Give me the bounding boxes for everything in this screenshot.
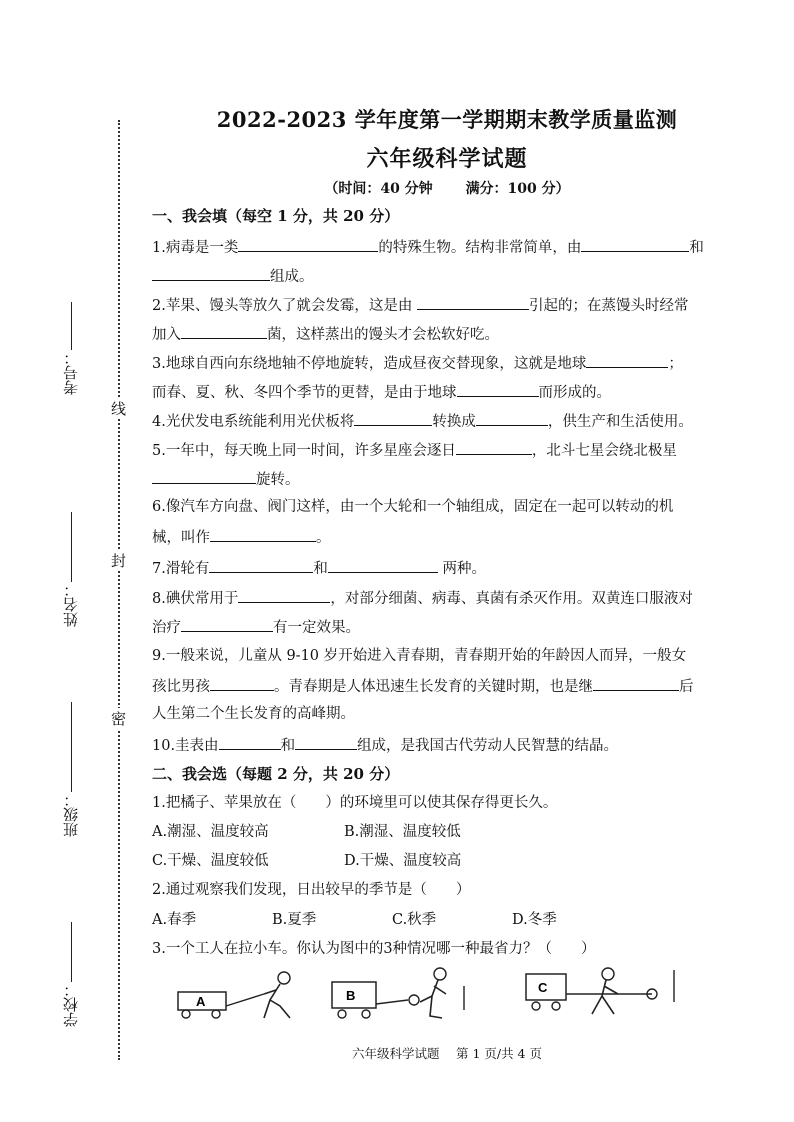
q-text: 菌，这样蒸出的馒头才会松软好吃。 xyxy=(267,327,499,343)
q-text: 后 xyxy=(679,679,694,695)
exam-title: 2022-2023 学年度第一学期期末教学质量监测 xyxy=(216,107,678,132)
name-label: 姓名： xyxy=(62,582,80,627)
q-text: 10.圭表由 xyxy=(152,738,219,754)
exam-number-label: 考号： xyxy=(62,350,80,395)
q-text: 1.病毒是一类 xyxy=(152,240,239,256)
question-1-5 xyxy=(152,439,677,461)
school-line xyxy=(71,922,72,982)
class-label: 班级： xyxy=(62,792,80,837)
figure-c-label: C xyxy=(538,980,548,995)
answer-blank[interactable] xyxy=(181,323,267,339)
cart-figures-svg xyxy=(152,966,682,1026)
question-2-2: 2.通过观察我们发现，日出较早的季节是（ ） xyxy=(152,882,471,898)
answer-blank[interactable] xyxy=(586,352,668,368)
q-text: 旋转。 xyxy=(256,472,300,488)
figure-a-label: A xyxy=(196,994,206,1009)
q-text: 人生第二个生长发育的高峰期。 xyxy=(152,706,355,722)
answer-blank[interactable] xyxy=(476,410,548,426)
seal-char-feng: 封 xyxy=(108,550,129,571)
answer-blank[interactable] xyxy=(238,236,378,252)
option-a[interactable]: A.潮湿、温度较高 xyxy=(152,824,269,840)
answer-blank[interactable] xyxy=(417,294,529,310)
answer-blank[interactable] xyxy=(210,526,316,542)
answer-blank[interactable] xyxy=(219,734,281,750)
q-text: 3.地球自西向东绕地轴不停地旋转，造成昼夜交替现象，这就是地球 xyxy=(152,356,587,372)
q-text: 械，叫作 xyxy=(152,530,210,546)
question-2-1: 1.把橘子、苹果放在（ ）的环境里可以使其保存得更长久。 xyxy=(152,795,558,811)
option-c[interactable]: C.干燥、温度较低 xyxy=(152,853,269,869)
name-line xyxy=(71,512,72,582)
seal-char-xian: 线 xyxy=(108,398,129,419)
q-text: 和 xyxy=(313,561,328,577)
answer-blank[interactable] xyxy=(209,557,313,573)
q-text: ，北斗七星会绕北极星 xyxy=(531,443,677,459)
question-1-9-cont xyxy=(152,675,694,697)
question-1-7 xyxy=(152,557,486,579)
figure-a xyxy=(178,972,290,1018)
answer-blank[interactable] xyxy=(354,410,432,426)
q-text: 和 xyxy=(689,240,704,256)
question-1-9 xyxy=(152,646,686,666)
binding-sidebar xyxy=(0,0,130,1122)
cart-figures xyxy=(152,966,682,1026)
exam-time: （时间：40 分钟 xyxy=(324,181,433,197)
class-line xyxy=(71,702,72,792)
question-1-4 xyxy=(152,410,693,432)
q-text: 两种。 xyxy=(437,561,486,577)
q-text: 8.碘伏常用于 xyxy=(152,591,239,607)
q-text: 有一定效果。 xyxy=(273,620,360,636)
question-1-3-cont xyxy=(152,381,611,403)
answer-blank[interactable] xyxy=(210,675,274,691)
question-2-1-options-row2 xyxy=(152,851,461,871)
question-1-1 xyxy=(152,236,704,258)
figure-c xyxy=(526,968,674,1014)
q-text: 组成，是我国古代劳动人民智慧的结晶。 xyxy=(357,738,619,754)
section2-heading: 二、我会选（每题 2 分，共 20 分） xyxy=(152,765,400,783)
q-text: 。 xyxy=(316,530,331,546)
question-1-5-cont xyxy=(152,468,300,490)
answer-blank[interactable] xyxy=(581,236,689,252)
option-a[interactable]: A.春季 xyxy=(152,912,197,928)
answer-blank[interactable] xyxy=(181,616,273,632)
seal-dotted-line xyxy=(118,120,120,1060)
option-b[interactable]: B.夏季 xyxy=(272,912,317,928)
answer-blank[interactable] xyxy=(457,381,539,397)
q-text: 而形成的。 xyxy=(538,385,611,401)
question-1-6-cont xyxy=(152,526,331,548)
q-text: 引起的；在蒸馒头时经常 xyxy=(528,298,689,314)
question-2-2-options xyxy=(152,910,557,930)
answer-blank[interactable] xyxy=(456,439,532,455)
q-text: 6.像汽车方向盘、阀门这样，由一个大轮和一个轴组成，固定在一起可以转动的机 xyxy=(152,499,674,515)
answer-blank[interactable] xyxy=(238,587,330,603)
option-b[interactable]: B.潮湿、温度较低 xyxy=(344,824,461,840)
answer-blank[interactable] xyxy=(152,265,270,281)
q-text: ，供生产和生活使用。 xyxy=(547,414,693,430)
q-text: 组成。 xyxy=(270,269,314,285)
page-footer: 六年级科学试题 第 1 页/共 4 页 xyxy=(352,1046,542,1061)
question-1-8 xyxy=(152,587,693,609)
exam-subtitle: 六年级科学试题 xyxy=(366,146,528,172)
question-1-2 xyxy=(152,294,688,316)
option-c[interactable]: C.秋季 xyxy=(392,912,437,928)
q-text: 加入 xyxy=(152,327,181,343)
figure-b-label: B xyxy=(346,988,356,1003)
class-field[interactable] xyxy=(62,700,80,837)
q-text: 5.一年中，每天晚上同一时间，许多星座会逐日 xyxy=(152,443,456,459)
question-1-1-cont xyxy=(152,265,314,287)
q-text: 孩比男孩 xyxy=(152,679,210,695)
answer-blank[interactable] xyxy=(152,468,256,484)
q-text: 。青春期是人体迅速生长发育的关键时期，也是继 xyxy=(274,679,593,695)
answer-blank[interactable] xyxy=(295,734,357,750)
option-d[interactable]: D.冬季 xyxy=(512,912,557,928)
q-text: 7.滑轮有 xyxy=(152,561,210,577)
section1-heading: 一、我会填（每空 1 分，共 20 分） xyxy=(152,207,400,225)
q-text: 9.一般来说，儿童从 9-10 岁开始进入青春期，青春期开始的年龄因人而异，一般女 xyxy=(152,648,687,664)
school-label: 学校： xyxy=(62,982,80,1027)
question-1-8-cont xyxy=(152,616,360,638)
answer-blank[interactable] xyxy=(328,557,438,573)
school-field[interactable] xyxy=(62,920,80,1027)
q-text: 治疗 xyxy=(152,620,181,636)
question-1-6 xyxy=(152,497,673,517)
exam-info xyxy=(152,178,742,198)
exam-score: 满分：100 分） xyxy=(465,181,570,197)
seal-char-mi: 密 xyxy=(108,708,129,729)
question-1-10 xyxy=(152,734,618,756)
q-text: ； xyxy=(668,356,683,372)
q-text: 2.苹果、馒头等放久了就会发霉，这是由 xyxy=(152,298,413,314)
question-1-2-cont xyxy=(152,323,499,345)
q-text: 而春、夏、秋、冬四个季节的更替，是由于地球 xyxy=(152,385,457,401)
exam-number-line xyxy=(71,302,72,350)
q-text: 和 xyxy=(280,738,296,754)
q-text: 4.光伏发电系统能利用光伏板将 xyxy=(152,414,355,430)
q-text: 转换成 xyxy=(432,414,476,430)
figure-b xyxy=(332,968,464,1018)
option-d[interactable]: D.干燥、温度较高 xyxy=(344,853,462,869)
question-1-3 xyxy=(152,352,683,374)
answer-blank[interactable] xyxy=(593,675,679,691)
q-text: ，对部分细菌、病毒、真菌有杀灭作用。双黄连口服液对 xyxy=(330,591,693,607)
question-2-1-options-row1 xyxy=(152,822,461,842)
q-text: 的特殊生物。结构非常简单，由 xyxy=(378,240,582,256)
name-field[interactable] xyxy=(62,510,80,627)
question-2-3: 3.一个工人在拉小车。你认为图中的3种情况哪一种最省力？（ ） xyxy=(152,941,596,957)
exam-number-field[interactable] xyxy=(62,300,80,395)
question-1-9-cont2 xyxy=(152,704,355,724)
